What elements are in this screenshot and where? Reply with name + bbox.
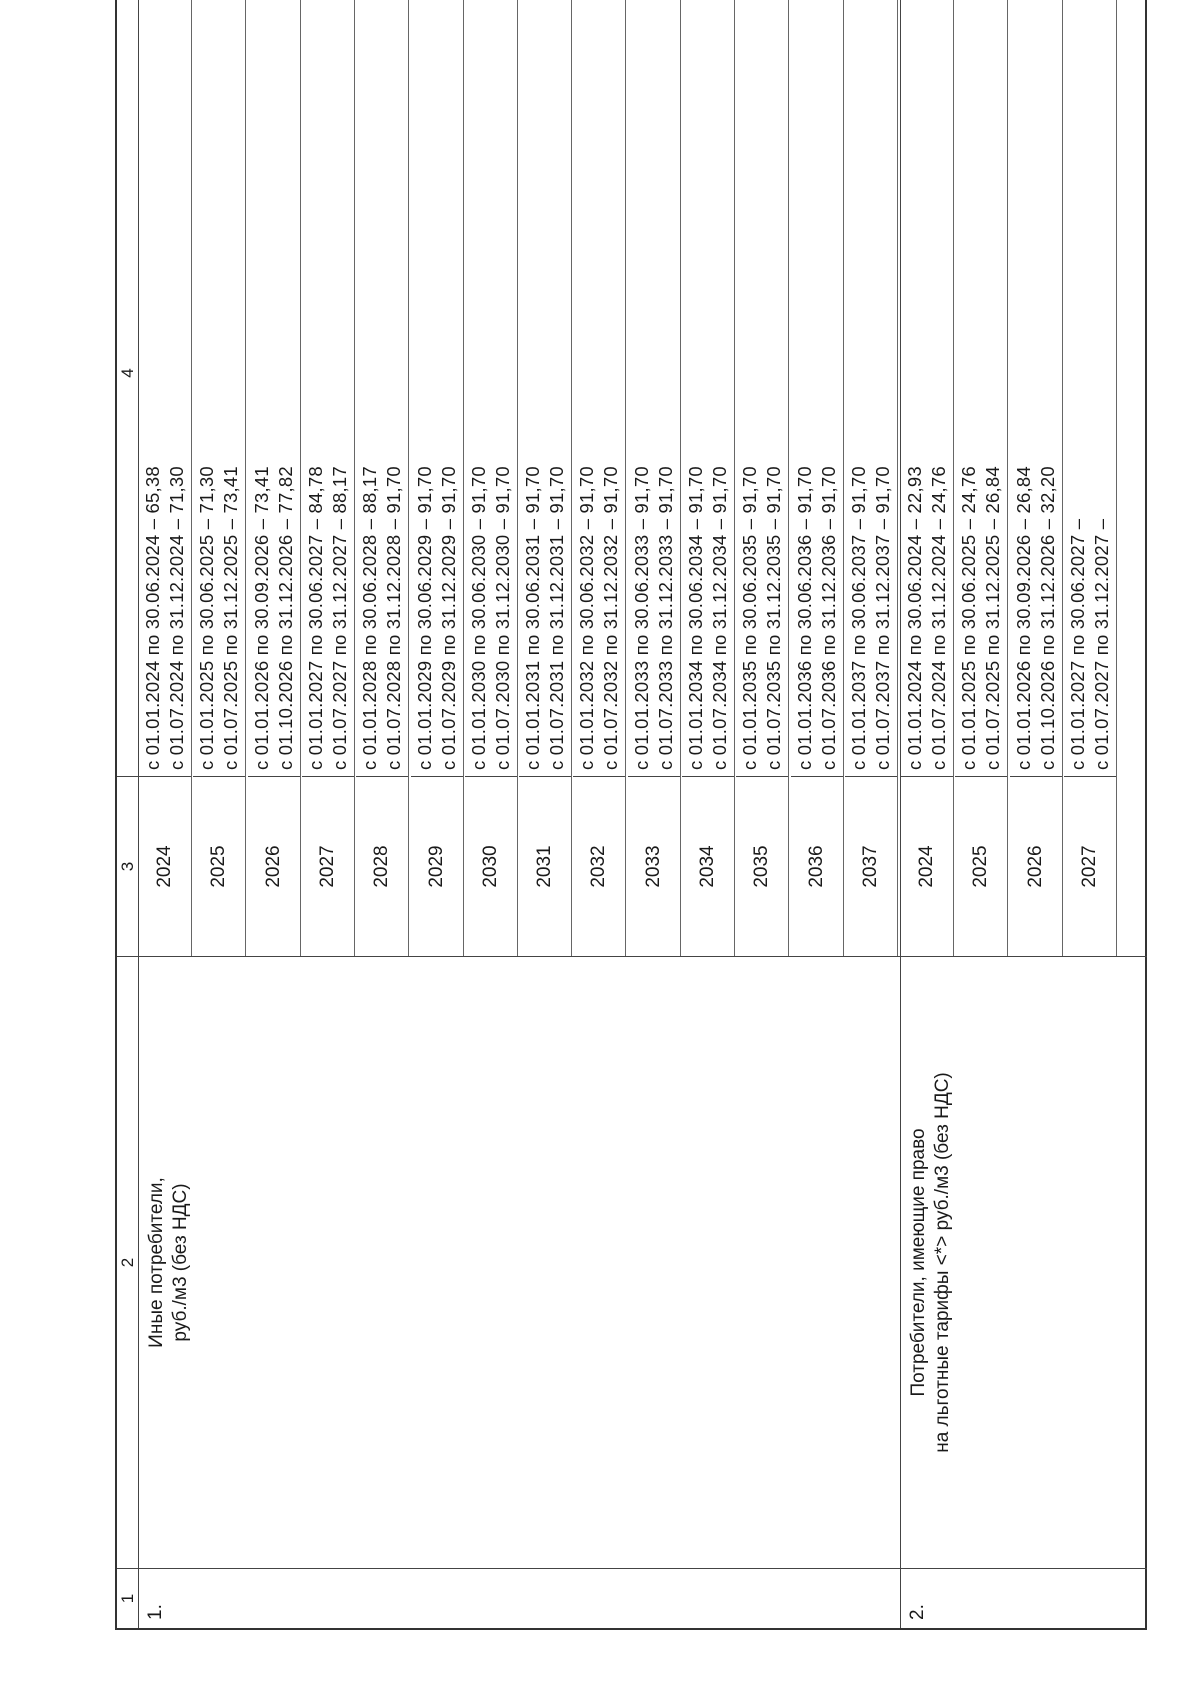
period-line: с 01.01.2033 по 30.06.2033 – 91,70 [630, 466, 652, 770]
table-row [901, 0, 954, 956]
tariff-table [115, 0, 1147, 1630]
column-header-2: 2 [117, 956, 139, 1568]
period-line: с 01.01.2024 по 30.06.2024 – 65,38 [142, 466, 163, 770]
period-cell [304, 0, 352, 770]
table-row [193, 0, 246, 956]
period-cell [847, 0, 895, 770]
period-line: с 01.07.2033 по 31.12.2033 – 91,70 [654, 466, 676, 770]
table-row [1010, 0, 1063, 956]
period-line: с 01.10.2026 по 31.12.2026 – 32,20 [1036, 466, 1058, 770]
period-line: с 01.07.2024 по 31.12.2024 – 71,30 [166, 466, 187, 770]
year-cell: 2025 [955, 776, 1007, 956]
table-row [955, 0, 1008, 956]
period-line: с 01.01.2034 по 30.06.2034 – 91,70 [685, 466, 706, 770]
period-cell [195, 0, 243, 770]
period-cell [903, 0, 951, 770]
year-cell: 2027 [302, 776, 354, 956]
period-cell [1066, 0, 1114, 770]
year-cell: 2031 [519, 776, 571, 956]
year-cell: 2034 [682, 776, 734, 956]
period-line: с 01.07.2030 по 31.12.2030 – 91,70 [491, 466, 513, 770]
period-line: с 01.07.2032 по 31.12.2032 – 91,70 [600, 466, 622, 770]
year-cell: 2024 [901, 776, 953, 956]
period-cell [1012, 0, 1060, 770]
period-line: с 01.10.2026 по 31.12.2026 – 77,82 [274, 466, 296, 770]
period-line: с 01.01.2026 по 30.09.2026 – 73,41 [250, 466, 272, 770]
period-line: с 01.01.2030 по 30.06.2030 – 91,70 [467, 466, 489, 770]
table-row [736, 0, 789, 956]
table-row [411, 0, 464, 956]
period-line: с 01.01.2027 по 30.06.2027 – 84,78 [304, 466, 326, 770]
table-row [356, 0, 409, 956]
table-group-other-consumers [139, 0, 901, 1628]
group-number: 1. [139, 1568, 900, 1628]
period-cell [793, 0, 841, 770]
period-line: с 01.07.2035 по 31.12.2035 – 91,70 [763, 466, 785, 770]
year-cell: 2035 [736, 776, 788, 956]
period-cell [684, 0, 732, 770]
year-cell: 2027 [1064, 776, 1116, 956]
period-line: с 01.01.2037 по 30.06.2037 – 91,70 [847, 466, 869, 770]
year-cell: 2025 [193, 776, 245, 956]
table-row [1064, 0, 1117, 956]
table-row [682, 0, 735, 956]
period-line: с 01.01.2032 по 30.06.2032 – 91,70 [576, 466, 598, 770]
year-cell: 2036 [791, 776, 843, 956]
period-line: с 01.01.2035 по 30.06.2035 – 91,70 [739, 466, 761, 770]
period-line: с 01.01.2025 по 30.06.2025 – 71,30 [196, 466, 218, 770]
period-cell [141, 0, 189, 770]
table-row [248, 0, 301, 956]
period-line: с 01.01.2031 по 30.06.2031 – 91,70 [522, 466, 544, 770]
group-description: Потребители, имеющие право на льготные тарифы <*> руб./м3 (без НДС) [901, 956, 1147, 1568]
period-cell [358, 0, 406, 770]
table-row [465, 0, 518, 956]
period-cell [467, 0, 515, 770]
period-cell [575, 0, 623, 770]
table-row [302, 0, 355, 956]
year-cell: 2030 [465, 776, 517, 956]
period-line: с 01.07.2034 по 31.12.2034 – 91,70 [709, 466, 730, 770]
period-line: с 01.07.2025 по 31.12.2025 – 26,84 [982, 466, 1004, 770]
period-line: с 01.01.2027 по 30.06.2027 – [1066, 518, 1088, 770]
period-line: с 01.07.2025 по 31.12.2025 – 73,41 [220, 466, 242, 770]
period-line: с 01.01.2025 по 30.06.2025 – 24,76 [958, 466, 980, 770]
table-row [628, 0, 681, 956]
period-line: с 01.01.2036 по 30.06.2036 – 91,70 [793, 466, 815, 770]
period-line: с 01.07.2031 по 31.12.2031 – 91,70 [546, 466, 568, 770]
period-line: с 01.07.2024 по 31.12.2024 – 24,76 [928, 466, 949, 770]
period-cell [957, 0, 1005, 770]
period-line: с 01.07.2029 по 31.12.2029 – 91,70 [437, 466, 459, 770]
year-cell: 2026 [1010, 776, 1062, 956]
year-cell: 2024 [139, 776, 191, 956]
table-row [845, 0, 898, 956]
period-cell [521, 0, 569, 770]
period-line: с 01.01.2026 по 30.09.2026 – 26,84 [1012, 466, 1034, 770]
period-line: с 01.07.2036 по 31.12.2036 – 91,70 [817, 466, 839, 770]
period-cell [250, 0, 298, 770]
period-cell [630, 0, 678, 770]
period-line: с 01.07.2027 по 31.12.2027 – 88,17 [328, 466, 350, 770]
period-line: с 01.01.2028 по 30.06.2028 – 88,17 [359, 466, 381, 770]
year-cell: 2033 [628, 776, 680, 956]
year-cell: 2037 [845, 776, 897, 956]
table-row [791, 0, 844, 956]
table-group-preferential-consumers [901, 0, 1147, 1628]
year-cell: 2029 [411, 776, 463, 956]
period-line: с 01.01.2029 по 30.06.2029 – 91,70 [413, 466, 435, 770]
year-cell: 2032 [573, 776, 625, 956]
year-cell: 2026 [248, 776, 300, 956]
period-line: с 01.01.2024 по 30.06.2024 – 22,93 [904, 466, 925, 770]
group-number: 2. [901, 1568, 1147, 1628]
period-line: с 01.07.2028 по 31.12.2028 – 91,70 [383, 466, 405, 770]
column-header-4: 4 [117, 0, 139, 776]
period-cell [413, 0, 461, 770]
period-line: с 01.07.2037 по 31.12.2037 – 91,70 [871, 466, 893, 770]
group-description: Иные потребители, руб./м3 (без НДС) [139, 956, 900, 1568]
year-cell: 2028 [356, 776, 408, 956]
table-row [573, 0, 626, 956]
table-row [139, 0, 192, 956]
column-header-1: 1 [117, 1568, 139, 1628]
period-cell [738, 0, 786, 770]
table-row [519, 0, 572, 956]
column-header-3: 3 [117, 776, 139, 956]
period-line: с 01.07.2027 по 31.12.2027 – [1090, 518, 1112, 770]
